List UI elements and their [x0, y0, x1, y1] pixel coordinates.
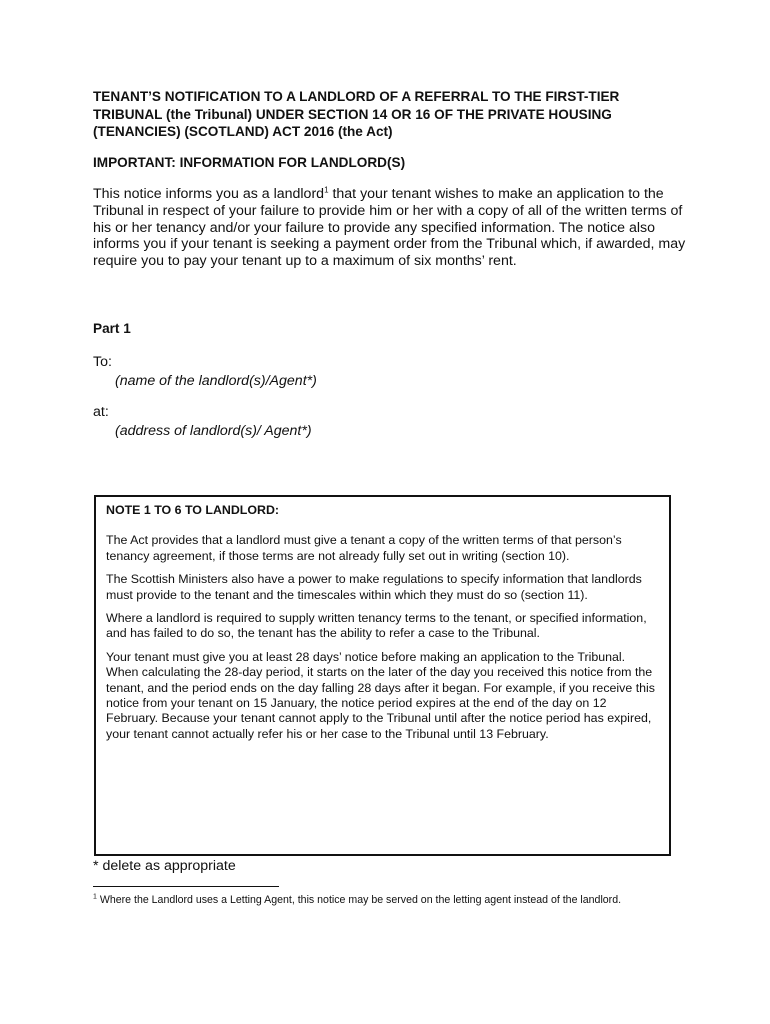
footnote-marker: 1 — [93, 893, 97, 901]
delete-as-appropriate-note: * delete as appropriate — [93, 858, 236, 874]
note-paragraph: Where a landlord is required to supply written tenancy terms to the tenant, or specified information, and has failed to do so, the tenant has the ability to refer a case to the Tribunal. — [106, 611, 647, 641]
intro-text-start: This notice informs you as a landlord — [93, 186, 325, 202]
part-heading: Part 1 — [93, 321, 131, 336]
note-heading: NOTE 1 TO 6 TO LANDLORD: — [106, 503, 280, 517]
important-heading: IMPORTANT: INFORMATION FOR LANDLORD(S) — [93, 155, 406, 170]
to-label: To: — [93, 354, 112, 370]
footnote-reference: 1 — [324, 185, 329, 195]
note-paragraph: Your tenant must give you at least 28 days’ notice before making an application to the Tribunal. When calculating the 28-day period, it starts on the later of the day you received this notice from the tenant, and the period ends on the day falling 28 days after it began. For example, if you receive this notice from your tenant on 15 January, the notice period expires at the end of the day on 12 February. Because your tenant cannot apply to the Tribunal until after the notice period has expired, your tenant cannot actually refer his or her case to the Tribunal until 13 February. — [106, 649, 655, 741]
landlord-note-box — [94, 495, 671, 856]
document-title: TENANT’S NOTIFICATION TO A LANDLORD OF A REFERRAL TO THE FIRST-TIER TRIBUNAL (the Tribunal) UNDER SECTION 14 OR 16 OF THE PRIVATE HOUSING (TENANCIES) (SCOTLAND) ACT 2016 (the Act) — [93, 89, 620, 139]
note-paragraph: The Act provides that a landlord must give a tenant a copy of the written terms of that person’s tenancy agreement, if those terms are not already fully set out in writing (section 10). — [106, 533, 622, 563]
footnote-text: Where the Landlord uses a Letting Agent, this notice may be served on the letting agent instead of the landlord. — [96, 894, 622, 906]
to-hint: (name of the landlord(s)/Agent*) — [115, 373, 317, 389]
intro-paragraph — [93, 186, 693, 270]
at-hint: (address of landlord(s)/ Agent*) — [115, 423, 312, 439]
footnote-divider — [93, 886, 279, 887]
note-paragraph: The Scottish Ministers also have a power to make regulations to specify information that landlords must provide to the tenant and the timescales within which they must do so (section 11). — [106, 572, 642, 602]
to-row — [93, 354, 112, 370]
footnote — [93, 893, 685, 909]
at-label: at: — [93, 404, 109, 420]
intro-text-rest: that your tenant wishes to make an application to the Tribunal in respect of your failure to provide him or her with a copy of all of the written terms of his or her tenancy and/or your failure to provide any specified information. The notice also informs you if your tenant is seeking a payment order from the Tribunal which, if awarded, may require you to pay your tenant up to a maximum of six months’ rent. — [93, 186, 686, 270]
at-row — [93, 404, 109, 420]
